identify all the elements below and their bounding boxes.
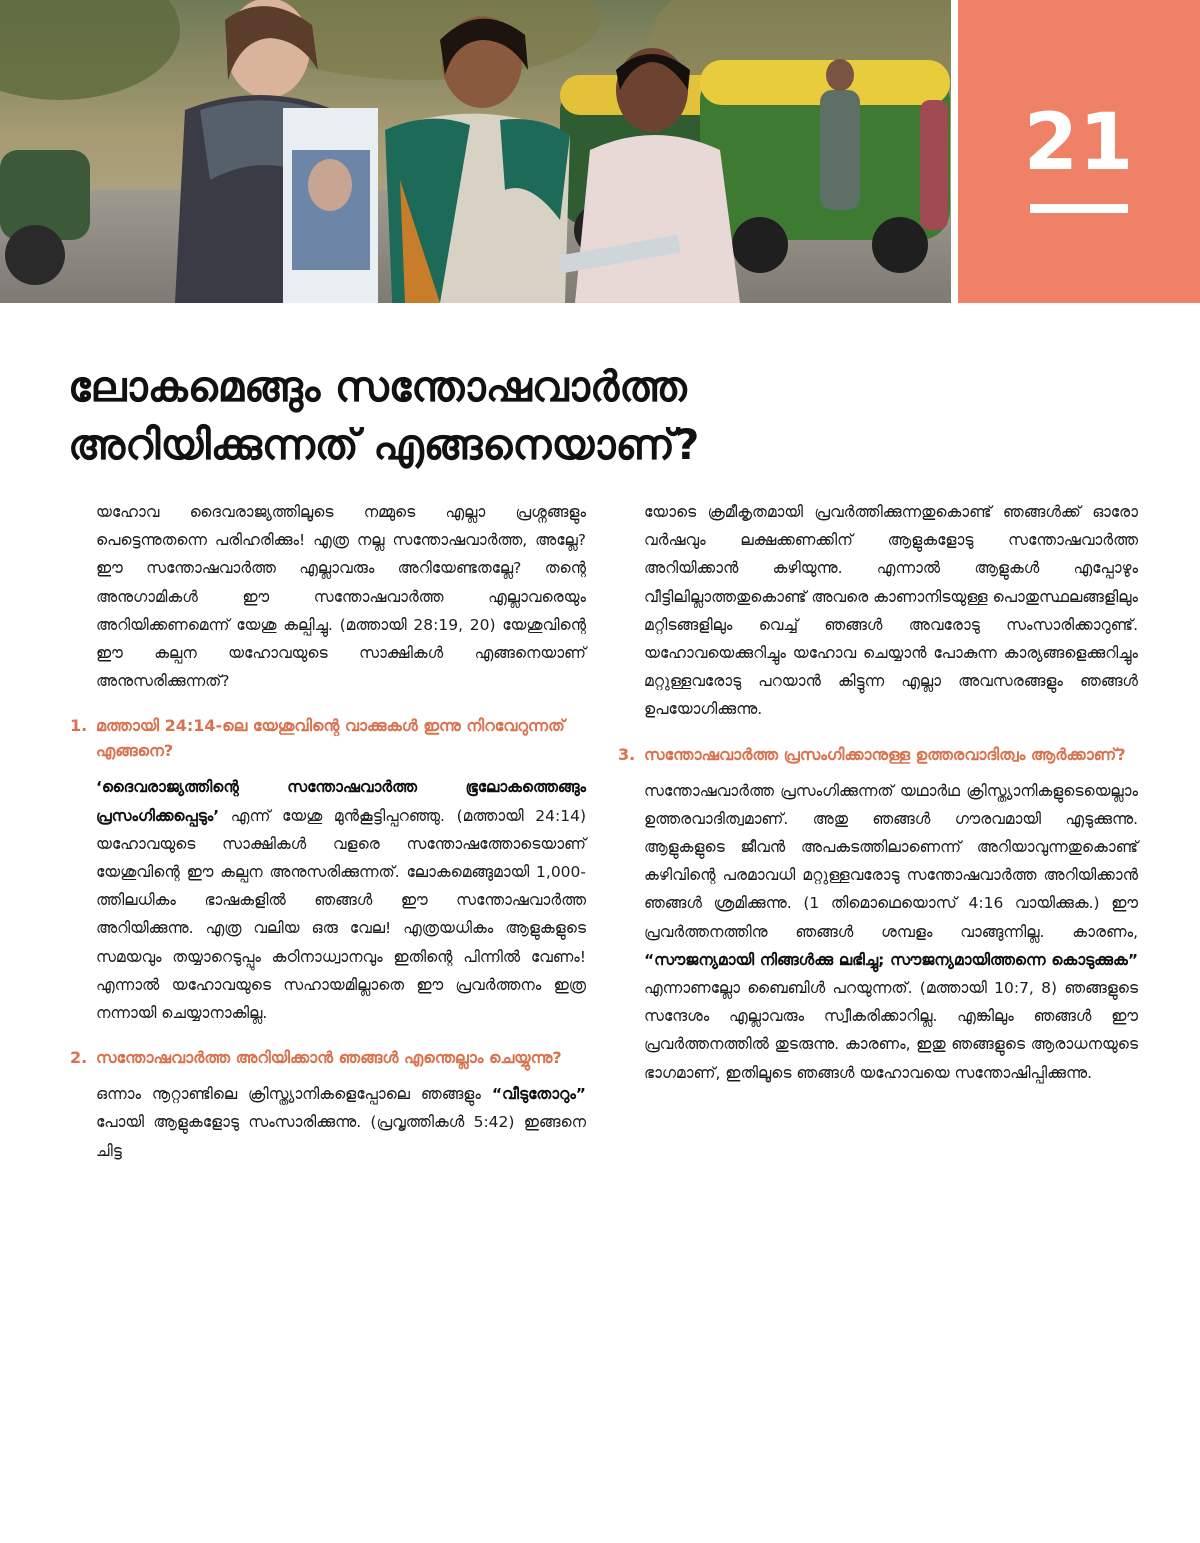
section-1-answer xyxy=(70,773,586,1027)
section-2-answer-continued: യോടെ ക്രമീകൃതമായി പ്രവർത്തിക്കുന്നതുകൊണ്ട് ഞങ്ങൾക്ക് ഓരോ വർഷവും ലക്ഷക്കണക്കിന് ആളുകളോടു സന്തോഷവാർത്ത അറിയിക്കാൻ കഴിയുന്നു. എന്നാൽ ആളുകൾ എപ്പോഴും വീട്ടിലില്ലാത്തതുകൊണ്ട് അവരെ കാണാനിടയുള്ള പൊതുസ്ഥലങ്ങളിലും മറ്റിടങ്ങളിലും വെച്ച് ഞങ്ങൾ അവരോടു സംസാരിക്കാറുണ്ട്. യഹോവയെക്കുറിച്ചും യഹോവ ചെയ്യാൻ പോകുന്ന കാര്യങ്ങളെക്കുറിച്ചും മറ്റുള്ളവരോടു പറയാൻ കിട്ടുന്ന എല്ലാ അവസരങ്ങളും ഞങ്ങൾ ഉപയോഗിക്കുന്നു. xyxy=(644,503,1138,719)
section-3-answer-pre: സന്തോഷവാർത്ത പ്രസംഗിക്കുന്നത് യഥാർഥ ക്രിസ്ത്യാനികളുടെയെല്ലാം ഉത്തരവാദിത്വമാണ്. അതു ഞങ്ങൾ ഗൗരവമായി എടുക്കുന്നു. ആളുകളുടെ ജീവൻ അപകടത്തിലാണെന്ന് അറിയാവുന്നതുകൊണ്ട് കഴിവിന്റെ പരമാവധി മറ്റുള്ളവരോടു സന്തോഷവാർത്ത അറിയിക്കാൻ ഞങ്ങൾ ശ്രമിക്കുന്നു. (1 തിമൊഥെയൊസ് 4:16 വായിക്കുക.) ഈ പ്രവർത്തനത്തിനു ഞങ്ങൾ ശമ്പളം വാങ്ങുന്നില്ല. കാരണം, xyxy=(644,781,1138,941)
lesson-number-block xyxy=(958,0,1200,303)
left-column xyxy=(70,498,586,1165)
section-1-question-text: മത്തായി 24:14-ലെ യേശുവിന്റെ വാക്കുകൾ ഇന്നു നിറവേറുന്നത് എങ്ങനെ? xyxy=(96,716,565,761)
section-2-answer xyxy=(70,1080,586,1165)
section-1-bold-quote: ‘ദൈവരാജ്യത്തിന്റെ സന്തോഷവാർത്ത ഭൂലോകത്തെങ്ങും പ്രസംഗിക്കപ്പെടും’ xyxy=(96,778,586,825)
section-1-answer-text: എന്ന് യേശു മുൻകൂട്ടിപ്പറഞ്ഞു. (മത്തായി 24:14) യഹോവയുടെ സാക്ഷികൾ വളരെ സന്തോഷത്തോടെയാണ് യേശുവിന്റെ ഈ കല്പന അനുസരിക്കുന്നത്. ലോകമെങ്ങുമായി 1,000-ത്തിലധികം ഭാഷകളിൽ ഞങ്ങൾ ഈ സന്തോഷവാർത്ത അറിയിക്കുന്നു. എത്ര വലിയ ഒരു വേല! എത്രയധികം ആളുകളുടെ സമയവും തയ്യാറെടുപ്പും കഠിനാധ്വാനവും ഇതിന്റെ പിന്നിൽ വേണം! എന്നാൽ യഹോവയുടെ സഹായമില്ലാതെ ഈ പ്രവർത്തനം ഇത്ര നന്നായി ചെയ്യാനാകില്ല. xyxy=(96,806,586,1023)
page-title xyxy=(68,358,968,474)
section-2-bold-quote: “വീടുതോറും” xyxy=(491,1085,586,1104)
title-line-2: അറിയിക്കുന്നത് എങ്ങനെയാണ്? xyxy=(68,420,700,469)
section-3-bold-quote: “സൗജന്യമായി നിങ്ങൾക്കു ലഭിച്ചു; സൗജന്യമായിത്തന്നെ കൊടുക്കുക” xyxy=(644,950,1138,969)
section-3-number: 3. xyxy=(618,744,636,764)
section-2-answer-pre: ഒന്നാം നൂറ്റാണ്ടിലെ ക്രിസ്ത്യാനികളെപ്പോലെ ഞങ്ങളും xyxy=(96,1085,492,1104)
photo-illustration xyxy=(0,0,951,303)
section-3-question xyxy=(618,742,1138,767)
header-photo xyxy=(0,0,951,303)
intro-paragraph: യഹോവ ദൈവരാജ്യത്തിലൂടെ നമ്മുടെ എല്ലാ പ്രശ്നങ്ങളും പെട്ടെന്നുതന്നെ പരിഹരിക്കും! എത്ര നല്ല സന്തോഷവാർത്ത, അല്ലേ? ഈ സന്തോഷവാർത്ത എല്ലാവരും അറിയേണ്ടതല്ലേ? തന്റെ അനുഗാമികൾ ഈ സന്തോഷവാർത്ത എല്ലാവരെയും അറിയിക്കണമെന്ന് യേശു കല്പിച്ചു. (മത്തായി 28:19, 20) യേശുവിന്റെ ഈ കല്പന യഹോവയുടെ സാക്ഷികൾ എങ്ങനെയാണ് അനുസരിക്കുന്നത്? xyxy=(96,503,586,691)
section-2-answer-text: പോയി ആളുകളോടു സംസാരിക്കുന്നു. (പ്രവൃത്തികൾ 5:42) ഇങ്ങനെ ചിട്ട xyxy=(96,1113,586,1160)
section-2-number: 2. xyxy=(70,1048,88,1068)
right-column xyxy=(618,498,1138,1087)
section-1-question xyxy=(70,713,586,763)
section-3-question-text: സന്തോഷവാർത്ത പ്രസംഗിക്കാനുള്ള ഉത്തരവാദിത്വം ആർക്കാണ്? xyxy=(644,744,1126,764)
lesson-number: 21 xyxy=(1023,98,1135,188)
section-3-answer-text: എന്നാണല്ലോ ബൈബിൾ പറയുന്നത്. (മത്തായി 10:7, 8) ഞങ്ങളുടെ സന്ദേശം എല്ലാവരും സ്വീകരിക്കാറില്ല. എങ്കിലും ഞങ്ങൾ ഈ പ്രവർത്തനത്തിൽ തുടരുന്നു. കാരണം, ഇതു ഞങ്ങളുടെ ആരാധനയുടെ ഭാഗമാണ്, ഇതിലൂടെ ഞങ്ങൾ യഹോവയെ സന്തോഷിപ്പിക്കുന്നു. xyxy=(644,979,1138,1082)
title-line-1: ലോകമെങ്ങും സന്തോഷവാർത്ത xyxy=(68,362,687,411)
section-2-question-text: സന്തോഷവാർത്ത അറിയിക്കാൻ ഞങ്ങൾ എന്തെല്ലാം ചെയ്യുന്നു? xyxy=(96,1048,562,1068)
section-3-answer xyxy=(618,777,1138,1087)
lesson-number-underline xyxy=(1030,204,1128,213)
section-1-number: 1. xyxy=(70,716,88,736)
section-2-question xyxy=(70,1045,586,1070)
